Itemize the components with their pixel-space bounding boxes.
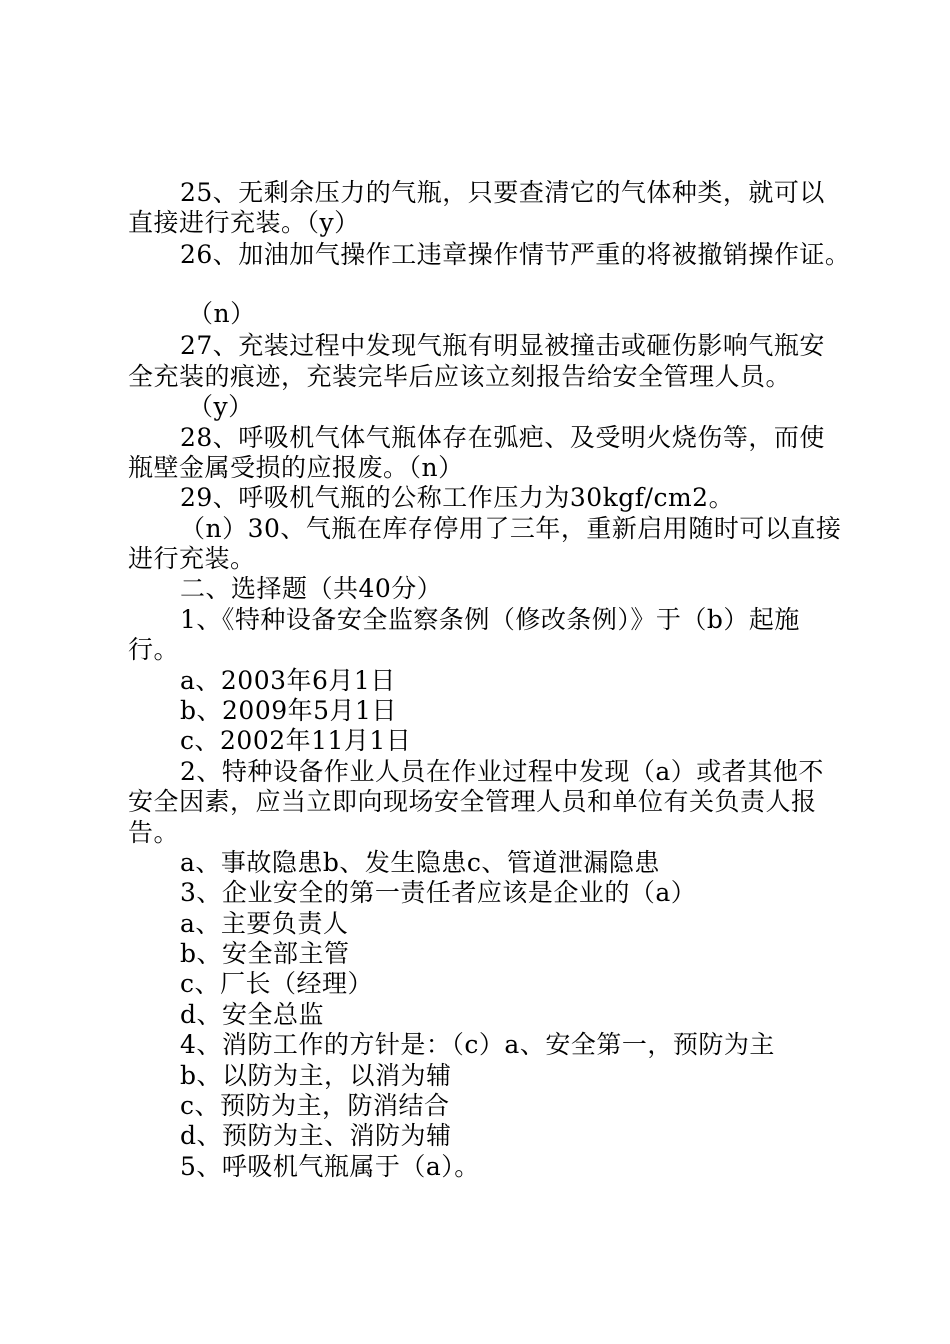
text-line-q30-a: （n）30、气瓶在库存停用了三年，重新启用随时可以直接: [180, 514, 842, 543]
text-line-c5: 5、呼吸机气瓶属于（a）。: [180, 1152, 480, 1181]
text-line-c2-b: 安全因素，应当立即向现场安全管理人员和单位有关负责人报: [128, 787, 817, 816]
option-line: a、2003年6月1日: [180, 666, 396, 695]
text-line-c2-a: 2、特种设备作业人员在作业过程中发现（a）或者其他不: [180, 757, 824, 786]
option-line: b、安全部主管: [180, 939, 350, 968]
text-line-q27-c: （y）: [188, 392, 254, 421]
text-line-q29: 29、呼吸机气瓶的公称工作压力为30kgf/cm2。: [180, 483, 735, 512]
option-line: b、2009年5月1日: [180, 696, 397, 725]
text-line-q28-a: 28、呼吸机气体气瓶体存在弧疤、及受明火烧伤等，而使: [180, 423, 825, 452]
option-line: c、厂长（经理）: [180, 969, 374, 998]
text-line-q26-b: （n）: [188, 299, 256, 328]
option-line: d、安全总监: [180, 1000, 325, 1029]
option-line: d、预防为主、消防为辅: [180, 1121, 452, 1150]
text-line-q30-b: 进行充装。: [128, 544, 256, 573]
option-line: c、预防为主，防消结合: [180, 1091, 450, 1120]
text-line-q27-a: 27、充装过程中发现气瓶有明显被撞击或砸伤影响气瓶安: [180, 331, 825, 360]
text-line-q28-b: 瓶壁金属受损的应报废。（n）: [128, 453, 464, 482]
option-line: a、主要负责人: [180, 909, 349, 938]
text-line-q27-b: 全充装的痕迹，充装完毕后应该立刻报告给安全管理人员。: [128, 362, 792, 391]
text-line-q25-b: 直接进行充装。（y）: [128, 208, 360, 237]
text-line-c3: 3、企业安全的第一责任者应该是企业的（a）: [180, 878, 697, 907]
text-line-c1-b: 行。: [128, 635, 180, 664]
text-line-q26-a: 26、加油加气操作工违章操作情节严重的将被撤销操作证。: [180, 240, 851, 269]
text-line-c1-a: 1、《特种设备安全监察条例（修改条例）》于（b）起施: [180, 605, 800, 634]
text-line-c2-c: 告。: [128, 818, 180, 847]
text-line-q25-a: 25、无剩余压力的气瓶，只要查清它的气体种类，就可以: [180, 178, 825, 207]
option-line: b、以防为主，以消为辅: [180, 1061, 452, 1090]
option-line: c、2002年11月1日: [180, 726, 412, 755]
text-line-c4: 4、消防工作的方针是：（c）a、安全第一，预防为主: [180, 1030, 775, 1059]
option-line: a、事故隐患b、发生隐患c、管道泄漏隐患: [180, 848, 660, 877]
section-heading: 二、选择题（共40分）: [180, 574, 443, 603]
